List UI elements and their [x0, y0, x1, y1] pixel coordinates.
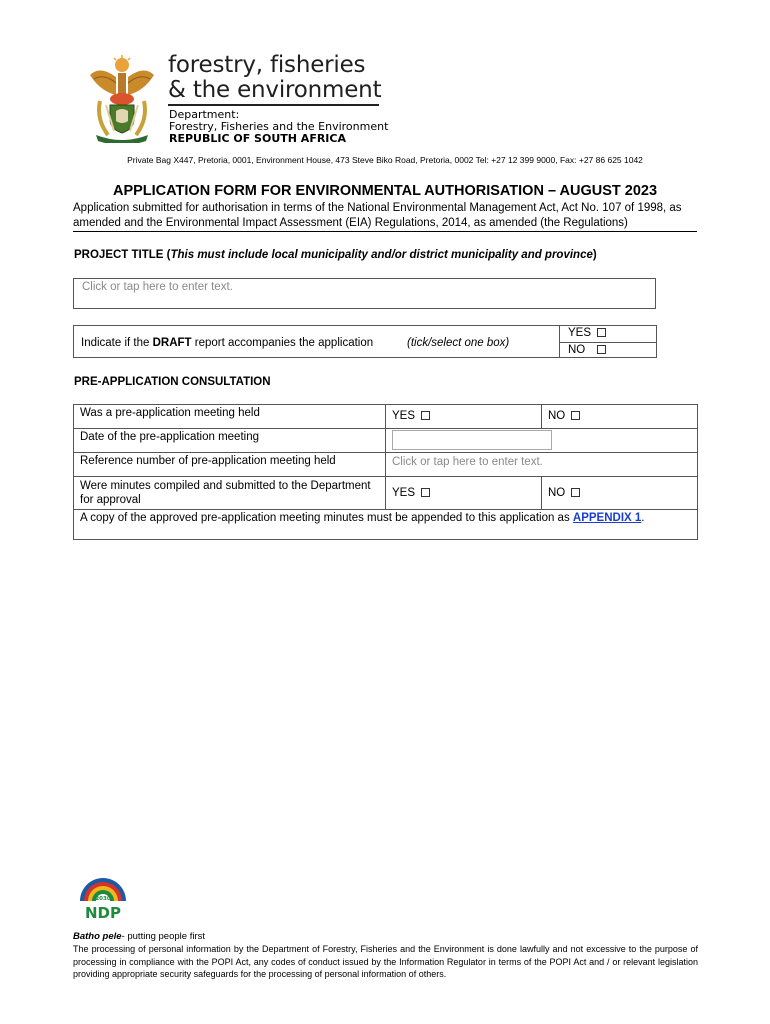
draft-question-suffix: report accompanies the application	[191, 337, 374, 349]
draft-yes-checkbox[interactable]	[597, 328, 606, 337]
batho-pele-bold: Batho pele	[73, 931, 122, 942]
table-row	[74, 453, 698, 477]
brand-name-line-1: forestry, fisheries	[168, 52, 366, 78]
draft-report-hint: (tick/select one box)	[407, 337, 510, 349]
meeting-date-cell	[386, 429, 698, 453]
reference-number-label: Reference number of pre-application meeting held	[74, 453, 386, 477]
intro-divider	[73, 231, 697, 232]
batho-pele-slogan	[73, 931, 205, 942]
appendix-note-text: A copy of the approved pre-application meeting minutes must be appended to this application as	[80, 512, 573, 524]
department-address: Private Bag X447, Pretoria, 0001, Environment House, 473 Steve Biko Road, Pretoria, 0002 Tel: +27 12 399 9000, Fax: +27 86 625 1042	[127, 155, 643, 165]
minutes-submitted-label: Were minutes compiled and submitted to the Department for approval	[74, 477, 386, 510]
country-name: REPUBLIC OF SOUTH AFRICA	[169, 132, 346, 145]
ndp-text: NDP	[85, 904, 121, 922]
form-intro-text: Application submitted for authorisation in terms of the National Environmental Management Act, Act No. 107 of 1998, as amended and the Environmental Impact Assessment (EIA) Regulations, 2014, as amended (the Regulations)	[73, 202, 682, 229]
draft-no-label: NO	[568, 344, 586, 356]
department-name: Forestry, Fisheries and the Environment	[169, 120, 389, 133]
reference-number-input[interactable]	[386, 453, 698, 477]
coat-of-arms-logo	[86, 55, 158, 143]
draft-question-prefix: Indicate if the	[81, 337, 153, 349]
meeting-held-label: Was a pre-application meeting held	[74, 405, 386, 429]
pre-application-heading: PRE-APPLICATION CONSULTATION	[74, 376, 271, 388]
appendix-1-link[interactable]: APPENDIX 1	[572, 512, 642, 524]
meeting-held-no-label: NO	[548, 410, 566, 422]
draft-yes-option[interactable]	[568, 327, 606, 339]
draft-report-section	[73, 325, 657, 358]
pre-application-table	[73, 404, 698, 540]
minutes-yes-label: YES	[392, 487, 416, 499]
appendix-note	[74, 510, 698, 540]
minutes-no-checkbox[interactable]	[571, 488, 580, 497]
meeting-held-no-checkbox[interactable]	[571, 411, 580, 420]
popi-disclaimer: The processing of personal information by the Department of Forestry, Fisheries and the Environment is done lawfully and not excessive to the purpose of processing in compliance with the POPI Act, any codes of conduct issued by the Information Regulator in terms of the POPI Act and / or relevant legislation providing appropriate security safeguards for the processing of personal information of others.	[73, 944, 698, 979]
batho-pele-rest: - putting people first	[121, 931, 205, 942]
minutes-no-label: NO	[548, 487, 566, 499]
meeting-held-yes-option[interactable]	[386, 405, 542, 429]
form-title: APPLICATION FORM FOR ENVIRONMENTAL AUTHORISATION – AUGUST 2023	[112, 183, 658, 199]
meeting-held-yes-label: YES	[392, 410, 416, 422]
ndp-year-text: 2030	[95, 896, 111, 902]
project-title-placeholder: Click or tap here to enter text.	[82, 281, 233, 293]
project-title-label	[74, 249, 597, 261]
brand-name-line-2: & the environment	[168, 77, 382, 103]
draft-option-divider	[559, 342, 657, 343]
minutes-yes-checkbox[interactable]	[421, 488, 430, 497]
table-row	[74, 429, 698, 453]
project-title-input[interactable]	[73, 278, 656, 309]
project-title-label-text: PROJECT TITLE (	[74, 249, 171, 261]
draft-report-question	[81, 337, 373, 349]
draft-question-bold: DRAFT	[152, 337, 192, 349]
appendix-note-end: .	[641, 512, 645, 524]
draft-yes-label: YES	[568, 327, 592, 339]
reference-number-placeholder: Click or tap here to enter text.	[392, 456, 543, 468]
meeting-held-no-option[interactable]	[542, 405, 698, 429]
draft-no-option[interactable]	[568, 344, 606, 356]
meeting-date-label: Date of the pre-application meeting	[74, 429, 386, 453]
meeting-date-input[interactable]	[392, 430, 552, 450]
meeting-held-yes-checkbox[interactable]	[421, 411, 430, 420]
minutes-no-option[interactable]	[542, 477, 698, 510]
table-row	[74, 477, 698, 510]
table-row	[74, 510, 698, 540]
brand-divider	[168, 104, 379, 106]
minutes-yes-option[interactable]	[386, 477, 542, 510]
project-title-instruction: This must include local municipality and/or district municipality and province	[170, 249, 593, 261]
project-title-label-end: )	[592, 249, 597, 261]
table-row	[74, 405, 698, 429]
department-label: Department:	[169, 108, 240, 121]
draft-no-checkbox[interactable]	[597, 345, 606, 354]
ndp-2030-logo	[74, 875, 132, 923]
